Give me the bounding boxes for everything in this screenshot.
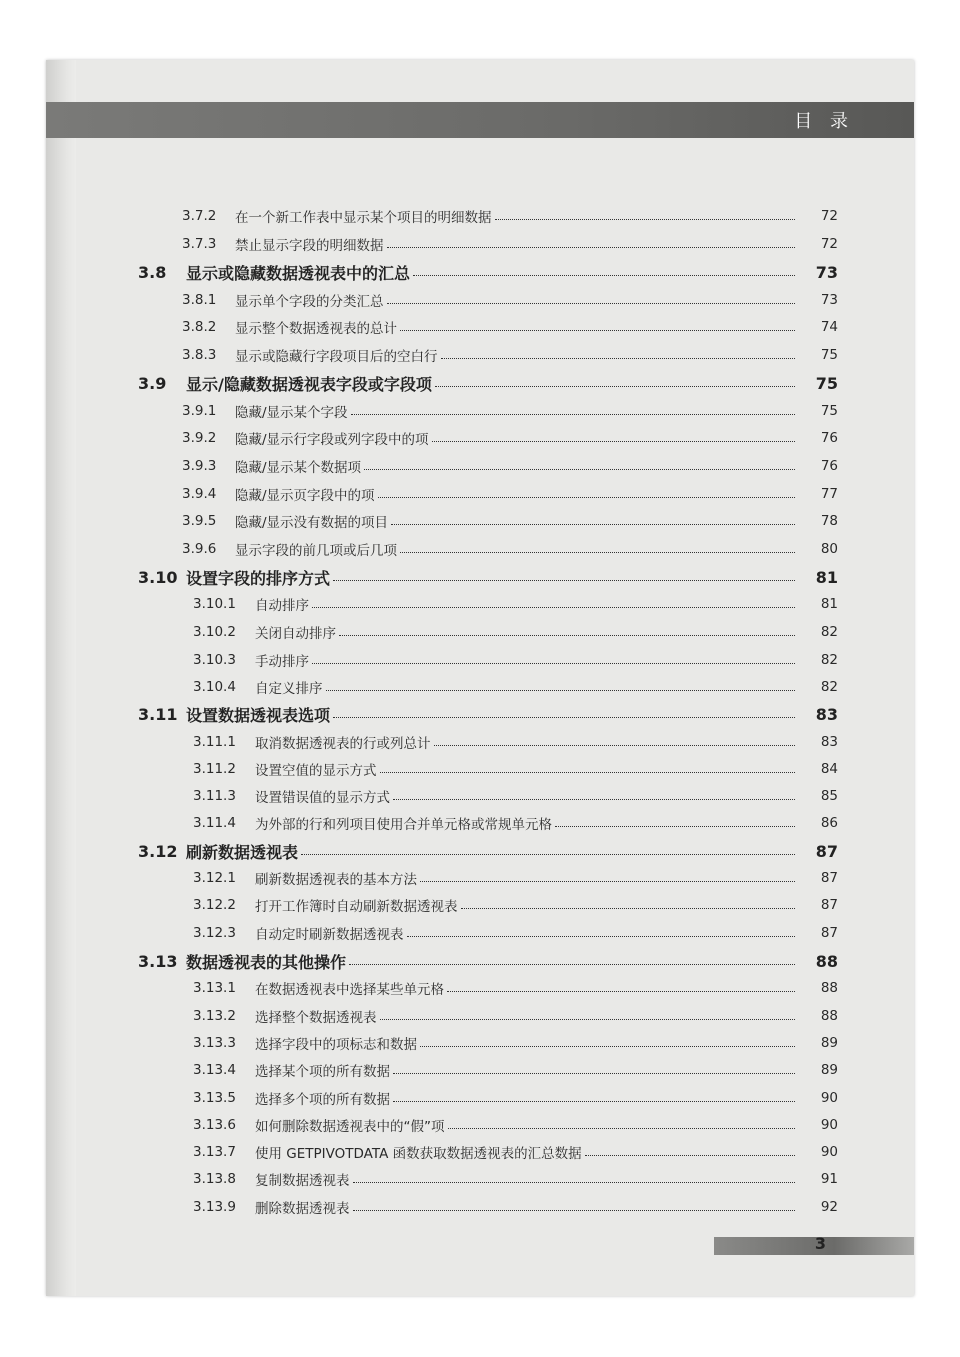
- toc-entry-page: 92: [820, 1199, 838, 1215]
- toc-entry-number: 3.12: [138, 841, 178, 861]
- toc-entry-number: 3.9.3: [182, 458, 217, 474]
- toc-entry-number: 3.12.2: [193, 897, 236, 913]
- toc-entry-page: 73: [820, 292, 838, 308]
- toc-subsection-entry[interactable]: [46, 1058, 914, 1082]
- toc-entry-page: 87: [815, 841, 838, 861]
- dot-leader: [351, 414, 795, 415]
- toc-entry-page: 85: [820, 788, 838, 804]
- toc-entry-title: 取消数据透视表的行或列总计: [255, 736, 431, 752]
- toc-entry-title: 刷新数据透视表的基本方法: [255, 872, 417, 888]
- dot-leader: [447, 991, 795, 992]
- footer-band: [714, 1234, 914, 1255]
- toc-entry-page: 84: [820, 761, 838, 777]
- toc-entry-title: 在数据透视表中选择某些单元格: [255, 982, 444, 998]
- toc-entry-number: 3.9.2: [182, 430, 217, 446]
- toc-subsection-entry[interactable]: [46, 811, 914, 835]
- toc-entry-number: 3.10.4: [193, 679, 236, 695]
- toc-entry-page: 75: [820, 347, 838, 363]
- dot-leader: [333, 580, 795, 581]
- toc-entry-title: 隐藏/显示某个数据项: [235, 460, 362, 476]
- toc-entry-page: 82: [820, 624, 838, 640]
- dot-leader: [393, 799, 795, 800]
- toc-section-entry[interactable]: [46, 371, 914, 395]
- toc-entry-page: 77: [820, 486, 838, 502]
- toc-entry-page: 83: [815, 704, 838, 724]
- dot-leader: [407, 936, 796, 937]
- toc-subsection-entry[interactable]: [46, 482, 914, 506]
- toc-entry-page: 82: [820, 652, 838, 668]
- toc-entry-number: 3.9.4: [182, 486, 217, 502]
- toc-subsection-entry[interactable]: [46, 315, 914, 339]
- toc-entry-title: 选择整个数据透视表: [255, 1010, 377, 1026]
- toc-entry-title: 显示/隐藏数据透视表字段或字段项: [186, 374, 432, 394]
- toc-entry-title: 在一个新工作表中显示某个项目的明细数据: [235, 210, 492, 226]
- toc-entry-number: 3.13.6: [193, 1117, 236, 1133]
- dot-leader: [349, 964, 795, 965]
- toc-entry-number: 3.10.3: [193, 652, 236, 668]
- toc-entry-page: 90: [820, 1090, 838, 1106]
- toc-entry-number: 3.10.2: [193, 624, 236, 640]
- toc-entry-title: 自定义排序: [255, 681, 323, 697]
- toc-subsection-entry[interactable]: [46, 866, 914, 890]
- toc-entry-page: 83: [820, 734, 838, 750]
- toc-entry-title: 选择字段中的项标志和数据: [255, 1037, 417, 1053]
- toc-entry-title: 设置数据透视表选项: [186, 705, 331, 725]
- toc-entry-page: 76: [820, 458, 838, 474]
- toc-entry-number: 3.11.3: [193, 788, 236, 804]
- toc-entry-title: 设置字段的排序方式: [186, 568, 331, 588]
- toc-entry-number: 3.13: [138, 951, 178, 971]
- toc-entry-page: 72: [820, 208, 838, 224]
- toc-entry-number: 3.13.8: [193, 1171, 236, 1187]
- toc-entry-number: 3.9.5: [182, 513, 217, 529]
- toc-entry-number: 3.11.2: [193, 761, 236, 777]
- toc-entry-title: 删除数据透视表: [255, 1201, 350, 1217]
- header-title: 目 录: [794, 111, 854, 132]
- toc-subsection-entry[interactable]: [46, 1031, 914, 1055]
- toc-entry-number: 3.8.2: [182, 319, 217, 335]
- toc-entry-page: 87: [820, 925, 838, 941]
- dot-leader: [400, 330, 795, 331]
- toc-entry-page: 89: [820, 1035, 838, 1051]
- toc-entry-page: 76: [820, 430, 838, 446]
- toc-subsection-entry[interactable]: [46, 288, 914, 312]
- toc-entry-number: 3.9.1: [182, 403, 217, 419]
- toc-subsection-entry[interactable]: [46, 893, 914, 917]
- toc-entry-page: 75: [820, 403, 838, 419]
- dot-leader: [420, 881, 795, 882]
- toc-entry-title: 关闭自动排序: [255, 626, 336, 642]
- toc-entry-number: 3.8: [138, 262, 167, 282]
- toc-entry-title: 选择某个项的所有数据: [255, 1064, 390, 1080]
- dot-leader: [326, 690, 796, 691]
- toc-subsection-entry[interactable]: [46, 921, 914, 945]
- toc-subsection-entry[interactable]: [46, 620, 914, 644]
- toc-entry-number: 3.11: [138, 704, 178, 724]
- dot-leader: [333, 717, 795, 718]
- dot-leader: [435, 386, 795, 387]
- dot-leader: [301, 854, 795, 855]
- toc-subsection-entry[interactable]: [46, 343, 914, 367]
- toc-entry-number: 3.11.4: [193, 815, 236, 831]
- page-number: 3: [814, 1234, 826, 1253]
- dot-leader: [387, 303, 796, 304]
- toc-entry-title: 显示或隐藏行字段项目后的空白行: [235, 349, 438, 365]
- dot-leader: [312, 607, 795, 608]
- dot-leader: [364, 469, 795, 470]
- toc-subsection-entry[interactable]: [46, 399, 914, 423]
- toc-subsection-entry[interactable]: [46, 232, 914, 256]
- toc-entry-number: 3.10: [138, 567, 178, 587]
- dot-leader: [420, 1046, 795, 1047]
- toc-entry-title: 禁止显示字段的明细数据: [235, 238, 384, 254]
- toc-entry-number: 3.13.9: [193, 1199, 236, 1215]
- dot-leader: [585, 1155, 795, 1156]
- toc-subsection-entry[interactable]: [46, 1113, 914, 1137]
- dot-leader: [448, 1128, 796, 1129]
- toc-entry-number: 3.13.4: [193, 1062, 236, 1078]
- toc-section-entry[interactable]: [46, 565, 914, 589]
- toc-entry-number: 3.13.7: [193, 1144, 236, 1160]
- toc-section-entry[interactable]: [46, 260, 914, 284]
- toc-subsection-entry[interactable]: [46, 426, 914, 450]
- toc-entry-number: 3.13.2: [193, 1008, 236, 1024]
- toc-subsection-entry[interactable]: [46, 204, 914, 228]
- toc-entry-number: 3.13.1: [193, 980, 236, 996]
- toc-entry-title: 显示整个数据透视表的总计: [235, 321, 397, 337]
- dot-leader: [393, 1101, 795, 1102]
- toc-entry-page: 74: [820, 319, 838, 335]
- dot-leader: [312, 663, 795, 664]
- toc-entry-page: 81: [815, 567, 838, 587]
- toc-entry-page: 90: [820, 1117, 838, 1133]
- dot-leader: [387, 247, 796, 248]
- toc-entry-page: 86: [820, 815, 838, 831]
- toc-entry-title: 显示单个字段的分类汇总: [235, 294, 384, 310]
- toc-entry-title: 数据透视表的其他操作: [186, 952, 347, 972]
- toc-entry-page: 78: [820, 513, 838, 529]
- toc-entry-number: 3.8.3: [182, 347, 217, 363]
- dot-leader: [400, 552, 795, 553]
- toc-entry-title: 隐藏/显示页字段中的项: [235, 488, 375, 504]
- toc-entry-page: 88: [820, 1008, 838, 1024]
- toc-subsection-entry[interactable]: [46, 675, 914, 699]
- toc-subsection-entry[interactable]: [46, 1195, 914, 1219]
- toc-entry-title: 隐藏/显示行字段或列字段中的项: [235, 432, 429, 448]
- toc-entry-number: 3.11.1: [193, 734, 236, 750]
- dot-leader: [353, 1182, 796, 1183]
- toc-entry-title: 复制数据透视表: [255, 1173, 350, 1189]
- toc-subsection-entry[interactable]: [46, 1167, 914, 1191]
- dot-leader: [461, 908, 796, 909]
- toc-entry-title: 自动定时刷新数据透视表: [255, 927, 404, 943]
- dot-leader: [380, 1019, 796, 1020]
- toc-subsection-entry[interactable]: [46, 509, 914, 533]
- dot-leader: [378, 497, 795, 498]
- toc-entry-page: 80: [820, 541, 838, 557]
- toc-entry-number: 3.12.3: [193, 925, 236, 941]
- toc-entry-title: 设置空值的显示方式: [255, 763, 377, 779]
- dot-leader: [339, 635, 795, 636]
- toc-entry-number: 3.9: [138, 373, 167, 393]
- toc-section-entry[interactable]: [46, 839, 914, 863]
- toc-entry-number: 3.7.3: [182, 236, 217, 252]
- toc-entry-title: 隐藏/显示没有数据的项目: [235, 515, 389, 531]
- toc-entry-title: 设置错误值的显示方式: [255, 790, 390, 806]
- table-of-contents: [46, 60, 914, 1296]
- dot-leader: [353, 1210, 796, 1211]
- dot-leader: [434, 745, 796, 746]
- toc-entry-page: 88: [815, 951, 838, 971]
- toc-subsection-entry[interactable]: [46, 648, 914, 672]
- toc-subsection-entry[interactable]: [46, 537, 914, 561]
- toc-entry-title: 选择多个项的所有数据: [255, 1092, 390, 1108]
- dot-leader: [432, 441, 795, 442]
- toc-subsection-entry[interactable]: [46, 1086, 914, 1110]
- toc-entry-title: 显示字段的前几项或后几项: [235, 543, 397, 559]
- toc-entry-title: 刷新数据透视表: [186, 842, 299, 862]
- toc-subsection-entry[interactable]: [46, 976, 914, 1000]
- toc-entry-page: 75: [815, 373, 838, 393]
- toc-entry-page: 87: [820, 897, 838, 913]
- toc-entry-number: 3.7.2: [182, 208, 217, 224]
- toc-entry-page: 91: [820, 1171, 838, 1187]
- toc-subsection-entry[interactable]: [46, 1004, 914, 1028]
- toc-entry-title: 为外部的行和列项目使用合并单元格或常规单元格: [255, 817, 552, 833]
- toc-entry-page: 81: [820, 596, 838, 612]
- toc-entry-page: 73: [815, 262, 838, 282]
- toc-entry-page: 90: [820, 1144, 838, 1160]
- toc-entry-number: 3.12.1: [193, 870, 236, 886]
- toc-section-entry[interactable]: [46, 949, 914, 973]
- dot-leader: [495, 219, 796, 220]
- toc-entry-number: 3.13.3: [193, 1035, 236, 1051]
- toc-entry-page: 87: [820, 870, 838, 886]
- dot-leader: [393, 1073, 795, 1074]
- dot-leader: [380, 772, 796, 773]
- toc-entry-title: 手动排序: [255, 654, 309, 670]
- toc-entry-title: 显示或隐藏数据透视表中的汇总: [186, 263, 411, 283]
- toc-entry-page: 88: [820, 980, 838, 996]
- toc-section-entry[interactable]: [46, 702, 914, 726]
- dot-leader: [441, 358, 796, 359]
- toc-entry-number: 3.9.6: [182, 541, 217, 557]
- toc-entry-title: 隐藏/显示某个字段: [235, 405, 348, 421]
- dot-leader: [413, 275, 795, 276]
- dot-leader: [391, 524, 795, 525]
- toc-entry-title: 如何删除数据透视表中的“假”项: [255, 1119, 445, 1135]
- toc-subsection-entry[interactable]: [46, 1140, 914, 1164]
- toc-entry-number: 3.13.5: [193, 1090, 236, 1106]
- toc-entry-page: 89: [820, 1062, 838, 1078]
- toc-subsection-entry[interactable]: [46, 730, 914, 754]
- toc-entry-title: 使用 GETPIVOTDATA 函数获取数据透视表的汇总数据: [255, 1146, 582, 1162]
- toc-entry-page: 82: [820, 679, 838, 695]
- dot-leader: [555, 826, 795, 827]
- toc-entry-title: 打开工作簿时自动刷新数据透视表: [255, 899, 458, 915]
- book-page: [46, 60, 914, 1296]
- toc-entry-page: 72: [820, 236, 838, 252]
- toc-entry-title: 自动排序: [255, 598, 309, 614]
- toc-subsection-entry[interactable]: [46, 592, 914, 616]
- toc-subsection-entry[interactable]: [46, 454, 914, 478]
- toc-entry-number: 3.10.1: [193, 596, 236, 612]
- toc-subsection-entry[interactable]: [46, 784, 914, 808]
- toc-entry-number: 3.8.1: [182, 292, 217, 308]
- toc-subsection-entry[interactable]: [46, 757, 914, 781]
